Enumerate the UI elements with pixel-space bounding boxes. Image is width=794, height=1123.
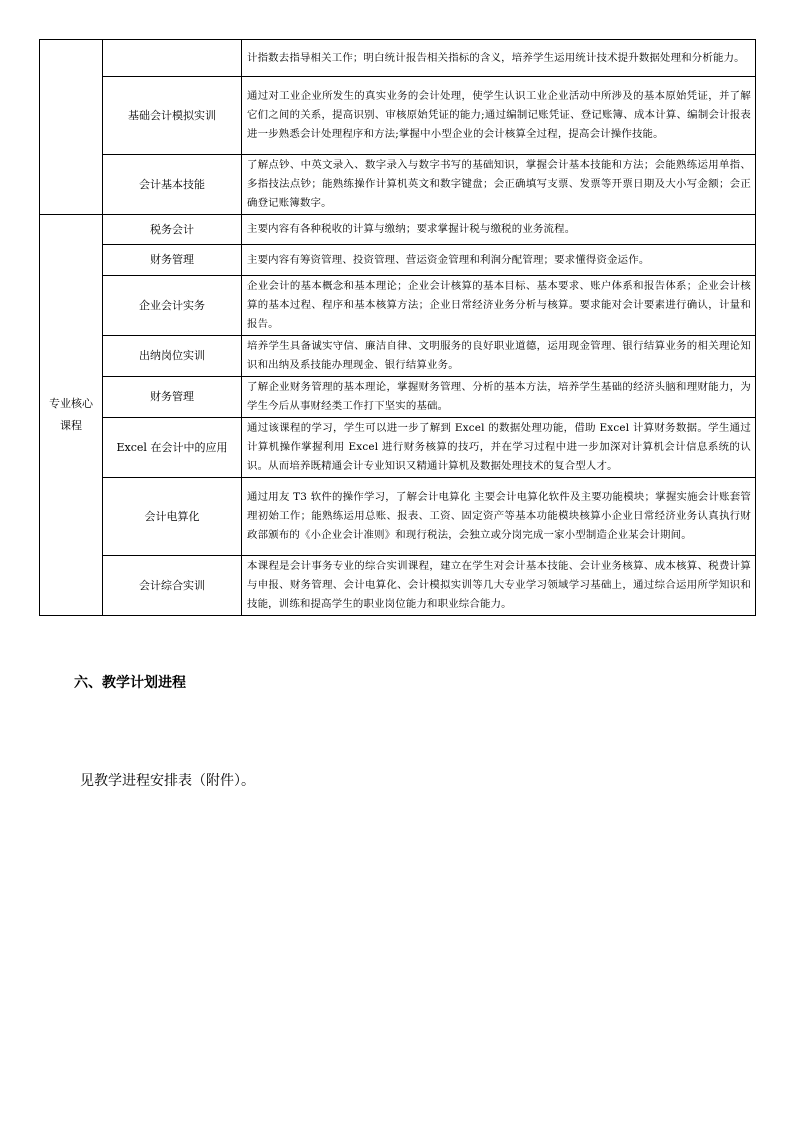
course-name: 税务会计 <box>103 215 242 245</box>
course-name: 会计电算化 <box>103 478 242 556</box>
section-title: 六、教学计划进程 <box>74 675 186 691</box>
course-description: 本课程是会计事务专业的综合实训课程，建立在学生对会计基本技能、会计业务核算、成本核算、税费计算与申报、财务管理、会计电算化、会计模拟实训等几大专业学习领域学习基础上，通过综合运用所学知识和技能，训练和提高学生的职业岗位能力和职业综合能力。 <box>242 556 756 616</box>
course-description: 了解点钞、中英文录入、数字录入与数字书写的基础知识，掌握会计基本技能和方法；会能熟练运用单指、多指技法点钞；能熟练操作计算机英文和数字键盘；会正确填写支票、发票等开票日期及大小写金额；会正确登记账簿数字。 <box>242 155 756 215</box>
category-line-1: 专业核心 <box>49 397 93 410</box>
category-line-2: 课程 <box>60 419 82 432</box>
table-row <box>40 245 756 276</box>
course-name: 企业会计实务 <box>103 276 242 336</box>
course-name: 出纳岗位实训 <box>103 336 242 377</box>
table-row <box>40 215 756 245</box>
course-description: 了解企业财务管理的基本理论，掌握财务管理、分析的基本方法，培养学生基础的经济头脑和理财能力，为学生今后从事财经类工作打下坚实的基础。 <box>242 377 756 418</box>
course-description: 主要内容有各种税收的计算与缴纳；要求掌握计税与缴税的业务流程。 <box>242 215 756 245</box>
category-cell <box>40 215 103 616</box>
course-description: 企业会计的基本概念和基本理论；企业会计核算的基本目标、基本要求、账户体系和报告体系；企业会计核算的基本过程、程序和基本核算方法；企业日常经济业务分析与核算。要求能对会计要素进行确认，计量和报告。 <box>242 276 756 336</box>
course-name: Excel 在会计中的应用 <box>103 418 242 478</box>
table-row <box>40 155 756 215</box>
body-paragraph: 见教学进程安排表（附件）。 <box>80 773 255 789</box>
table-row <box>40 556 756 616</box>
course-description: 培养学生具备诚实守信、廉洁自律、文明服务的良好职业道德，运用现金管理、银行结算业务的相关理论知识和出纳及系技能办理现金、银行结算业务。 <box>242 336 756 377</box>
course-description: 通过该课程的学习，学生可以进一步了解到 Excel 的数据处理功能，借助 Excel 计算财务数据。学生通过计算机操作掌握利用 Excel 进行财务核算的技巧，并在学习过程中进一步加深对计算机会计信息系统的认识。从而培养既精通会计专业知识又精通计算机及数据处理技术的复合型人才。 <box>242 418 756 478</box>
table-row <box>40 276 756 336</box>
course-description: 计指数去指导相关工作；明白统计报告相关指标的含义，培养学生运用统计技术提升数据处理和分析能力。 <box>242 40 756 77</box>
course-description: 通过用友 T3 软件的操作学习，了解会计电算化 主要会计电算化软件及主要功能模块；掌握实施会计账套管理初始工作；能熟练运用总账、报表、工资、固定资产等基本功能模块核算小企业日常经济业务认真执行财政部颁布的《小企业会计准则》和现行税法，会独立或分岗完成一家小型制造企业某会计期间。 <box>242 478 756 556</box>
course-table <box>39 39 756 616</box>
course-name: 会计综合实训 <box>103 556 242 616</box>
course-name: 财务管理 <box>103 377 242 418</box>
course-name <box>103 40 242 77</box>
table-row <box>40 478 756 556</box>
table-row <box>40 377 756 418</box>
course-description: 主要内容有筹资管理、投资管理、营运资金管理和利润分配管理；要求懂得资金运作。 <box>242 245 756 276</box>
course-name: 会计基本技能 <box>103 155 242 215</box>
course-name: 基础会计模拟实训 <box>103 77 242 155</box>
table-row <box>40 40 756 77</box>
course-description: 通过对工业企业所发生的真实业务的会计处理，使学生认识工业企业活动中所涉及的基本原始凭证，并了解它们之间的关系，提高识别、审核原始凭证的能力;通过编制记账凭证、登记账簿、成本计算、编制会计报表进一步熟悉会计处理程序和方法;掌握中小型企业的会计核算全过程，提高会计操作技能。 <box>242 77 756 155</box>
table-row <box>40 77 756 155</box>
table-row <box>40 418 756 478</box>
course-name: 财务管理 <box>103 245 242 276</box>
category-cell-empty <box>40 40 103 215</box>
table-row <box>40 336 756 377</box>
